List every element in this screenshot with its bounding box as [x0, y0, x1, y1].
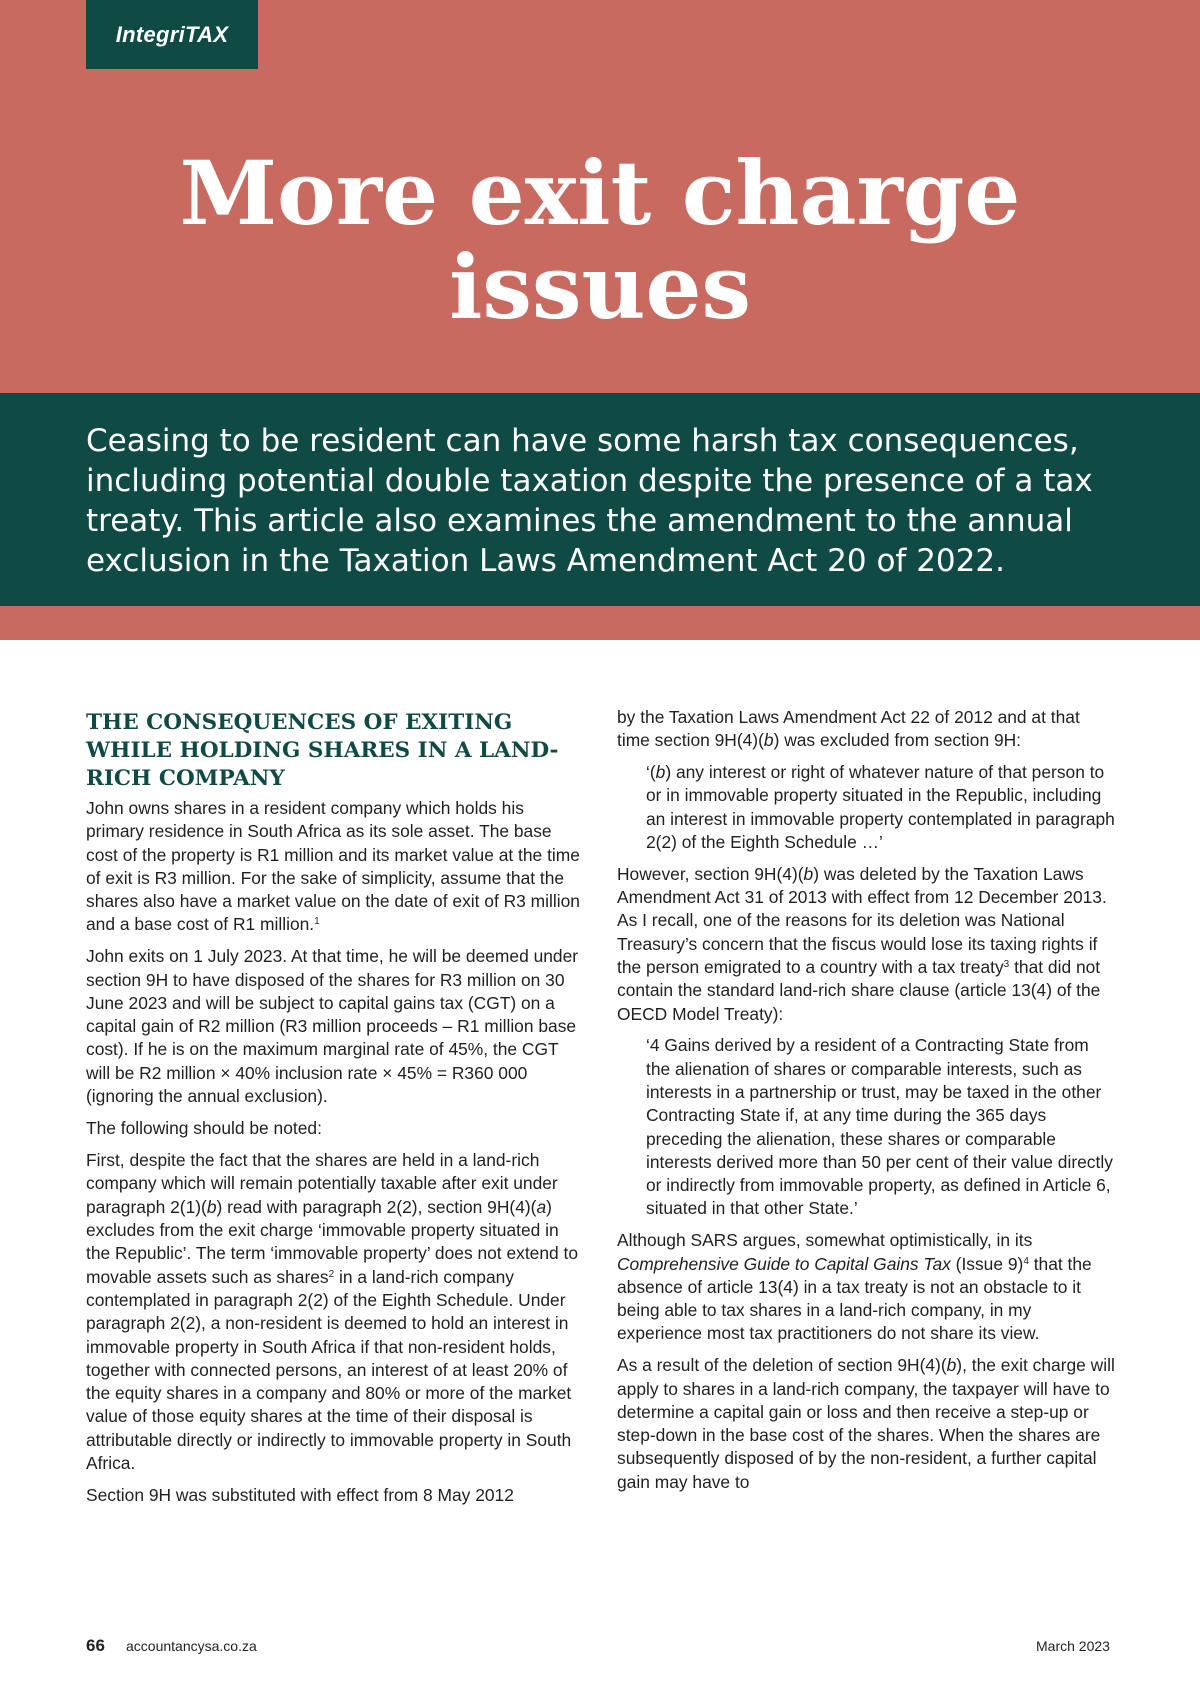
title-line-2: issues — [448, 235, 752, 339]
title-line-1: More exit charge — [179, 141, 1021, 245]
hero-banner — [0, 0, 1200, 640]
right-paragraph-3: Although SARS argues, somewhat optimistically, in its Comprehensive Guide to Capital Gains Tax (Issue 9)$^4$ that the absence of article 13(4) in a tax treaty is not an obstacle to it being able to tax shares in a land-rich company, in my experience most tax practitioners do not share its view. — [617, 1230, 1092, 1344]
footnote-ref-2: 2 — [328, 1268, 335, 1280]
website-link[interactable]: accountancysa.co.za — [126, 1638, 257, 1654]
section-heading: THE CONSEQUENCES OF EXITING WHILE HOLDING SHARES IN A LAND-RICH COMPANY — [86, 710, 559, 791]
quote-oecd-article-13-4: ‘4 Gains derived by a resident of a Contracting State from the alienation of shares or comparable interests, such as interests in a partnership or trust, may be taxed in the other Contracting State if, at any time during the 365 days preceding the alienation, these shares or comparable interests derived more than 50 per cent of their value directly or indirectly from immovable property, as defined in Article 6, situated in that other State.’ — [646, 1035, 1113, 1219]
article-column-right — [617, 706, 1117, 1503]
left-paragraph-2: John exits on 1 July 2023. At that time, he will be deemed under section 9H to have disposed of the shares for R3 million on 30 June 2023 and will be subject to capital gains tax (CGT) on a capital gain of R2 million (R3 million proceeds – R1 million base cost). If he is on the maximum marginal rate of 45%, the CGT will be R2 million × 40% inclusion rate × 45% = R360 000 (ignoring the annual exclusion). — [86, 946, 579, 1107]
left-paragraph-4: Section 9H was substituted with effect from 8 May 2012 — [86, 1484, 514, 1505]
noted-lead: The following should be noted: — [86, 1117, 322, 1138]
cgt-guide-title: Comprehensive Guide to Capital Gains Tax — [617, 1253, 951, 1274]
integritax-logo: IntegriTAX — [86, 0, 258, 69]
right-paragraph-1: by the Taxation Laws Amendment Act 22 of 2012 and at that time section 9H(4)(b) was excluded from section 9H: — [617, 707, 1080, 751]
footnote-ref-4: 4 — [1023, 1255, 1029, 1267]
intro-standfirst: Ceasing to be resident can have some harsh tax consequences, including potential double taxation despite the presence of a tax treaty. This article also examines the amendment to the annual exclusion in the Taxation Laws Amendment Act 20 of 2022. — [86, 423, 1093, 579]
footnote-ref-1: 1 — [314, 916, 320, 928]
quote-section-9h: ‘(b) any interest or right of whatever nature of that person to or in immovable property situated in the Republic, including an interest in immovable property contemplated in paragraph 2(2) of the Eighth Schedule …’ — [646, 762, 1115, 852]
left-paragraph-3: First, despite the fact that the shares are held in a land-rich company which will remain potentially taxable after exit under paragraph 2(1)(b) read with paragraph 2(2), section 9H(4)(a) excludes from the exit charge ‘immovable property situated in the Republic’. The term ‘immovable property’ does not extend to movable assets such as shares$^2$ in a land-rich company contemplated in paragraph 2(2) of the Eighth Schedule. Under paragraph 2(2), a non-resident is deemed to hold an interest in immovable property in South Africa if that non-resident holds, together with connected persons, an interest of at least 20% of the equity shares in a company and 80% or more of the market value of those equity shares at the time of their disposal is attributable directly or indirectly to immovable property in South Africa. — [86, 1150, 579, 1474]
right-paragraph-2: However, section 9H(4)(b) was deleted by the Taxation Laws Amendment Act 31 of 2013 with effect from 12 December 2013. As I recall, one of the reasons for its deletion was National Treasury’s concern that the fiscus would lose its taxing rights if the person emigrated to a country with a tax treaty$^3$ that did not contain the standard land-rich share clause (article 13(4) of the OECD Model Treaty): — [617, 863, 1107, 1024]
issue-date: March 2023 — [1036, 1638, 1110, 1654]
right-paragraph-4: As a result of the deletion of section 9H(4)(b), the exit charge will apply to shares in a land-rich company, the taxpayer will have to determine a capital gain or loss and then receive a step-up or step-down in the base cost of the shares. When the shares are subsequently disposed of by the non-resident, a further capital gain may have to — [617, 1355, 1115, 1492]
footnote-ref-3: 3 — [1003, 958, 1010, 970]
page-number: 66 — [86, 1636, 105, 1655]
article-column-left — [86, 706, 586, 1516]
left-paragraph-1: John owns shares in a resident company which holds his primary residence in South Africa as its sole asset. The base cost of the property is R1 million and its market value at the time of exit is R3 million. For the sake of simplicity, assume that the shares also have a market value on the date of exit of R3 million and a base cost of R1 million.$^1$ — [86, 798, 580, 935]
page-title — [0, 141, 1200, 339]
